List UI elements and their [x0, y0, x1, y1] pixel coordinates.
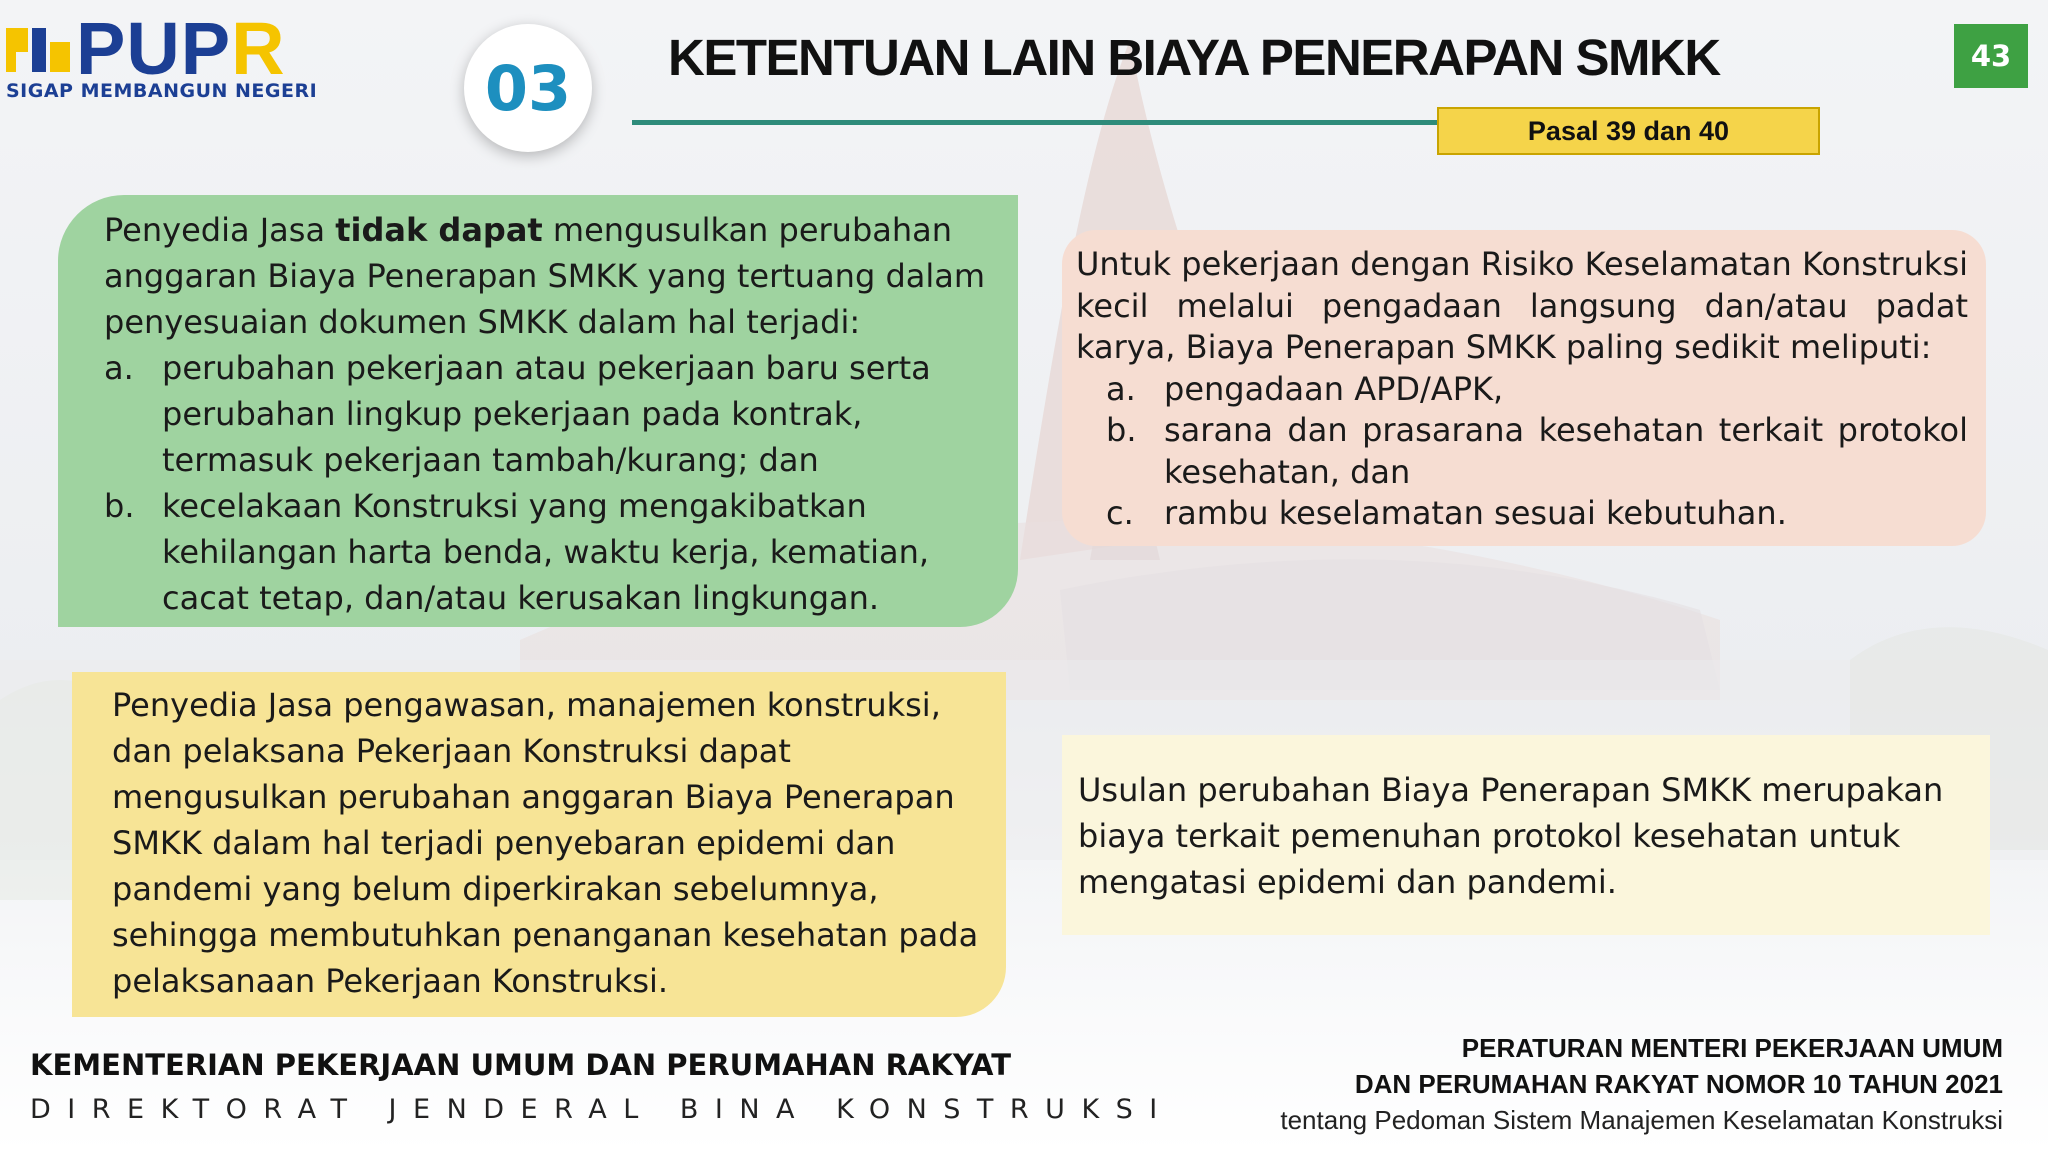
list-item: b. kecelakaan Konstruksi yang mengakibatkan kehilangan harta benda, waktu kerja, kematian, cacat tetap, dan/atau kerusakan lingkungan. [104, 487, 930, 617]
cream-content-box [1062, 735, 1990, 935]
pupr-logo [6, 7, 318, 102]
section-number: 03 [484, 51, 572, 125]
green-content-box [58, 195, 1018, 627]
pupr-emblem-icon [6, 22, 70, 78]
regulation-line-2: DAN PERUMAHAN RAKYAT NOMOR 10 TAHUN 2021 [1354, 1069, 2003, 1099]
section-number-badge [464, 24, 592, 152]
cream-text: Usulan perubahan Biaya Penerapan SMKK merupakan biaya terkait pemenuhan protokol kesehatan untuk mengatasi epidemi dan pandemi. [1078, 771, 1944, 901]
pink-intro: Untuk pekerjaan dengan Risiko Keselamatan Konstruksi kecil melalui pengadaan langsung dan/atau padat karya, Biaya Penerapan SMKK paling sedikit meliputi: [1076, 245, 1968, 366]
logo-tagline: SIGAP MEMBANGUN NEGERI [6, 80, 318, 102]
page-number-badge: 43 [1954, 24, 2028, 88]
list-item: a. pengadaan APD/APK, [1106, 369, 1504, 408]
green-intro-bold: tidak dapat [335, 211, 543, 249]
yellow-text: Penyedia Jasa pengawasan, manajemen konstruksi, dan pelaksana Pekerjaan Konstruksi dapat mengusulkan perubahan anggaran Biaya Penerapan SMKK dalam hal terjadi penyebaran epidemi dan pandemi yang belum diperkirakan sebelumnya, sehingga membutuhkan penanganan kesehatan pada pelaksanaan Pekerjaan Konstruksi. [112, 686, 979, 1000]
green-intro: Penyedia Jasa tidak dapat mengusulkan perubahan anggaran Biaya Penerapan SMKK yang tertuang dalam penyesuaian dokumen SMKK dalam hal terjadi: [104, 211, 986, 341]
footer-regulation [1280, 1030, 2003, 1138]
footer-directorate: DIREKTORAT JENDERAL BINA KONSTRUKSI [30, 1094, 1174, 1125]
yellow-content-box [72, 672, 1006, 1017]
logo-wordmark: PUPR [76, 7, 286, 90]
regulation-line-1: PERATURAN MENTERI PEKERJAAN UMUM [1461, 1033, 2003, 1063]
regulation-line-3: tentang Pedoman Sistem Manajemen Keselamatan Konstruksi [1280, 1105, 2003, 1135]
pasal-badge: Pasal 39 dan 40 [1437, 107, 1820, 155]
list-item: b. sarana dan prasarana kesehatan terkait protokol kesehatan, dan [1106, 411, 1968, 491]
footer-ministry: KEMENTERIAN PEKERJAAN UMUM DAN PERUMAHAN RAKYAT [30, 1048, 1012, 1082]
pink-content-box [1062, 230, 1986, 546]
list-item: c. rambu keselamatan sesuai kebutuhan. [1106, 494, 1787, 532]
slide-title: KETENTUAN LAIN BIAYA PENERAPAN SMKK [668, 29, 1720, 86]
list-item: a. perubahan pekerjaan atau pekerjaan baru serta perubahan lingkup pekerjaan pada kontrak, termasuk pekerjaan tambah/kurang; dan [104, 349, 931, 479]
title-underline [632, 120, 1442, 125]
